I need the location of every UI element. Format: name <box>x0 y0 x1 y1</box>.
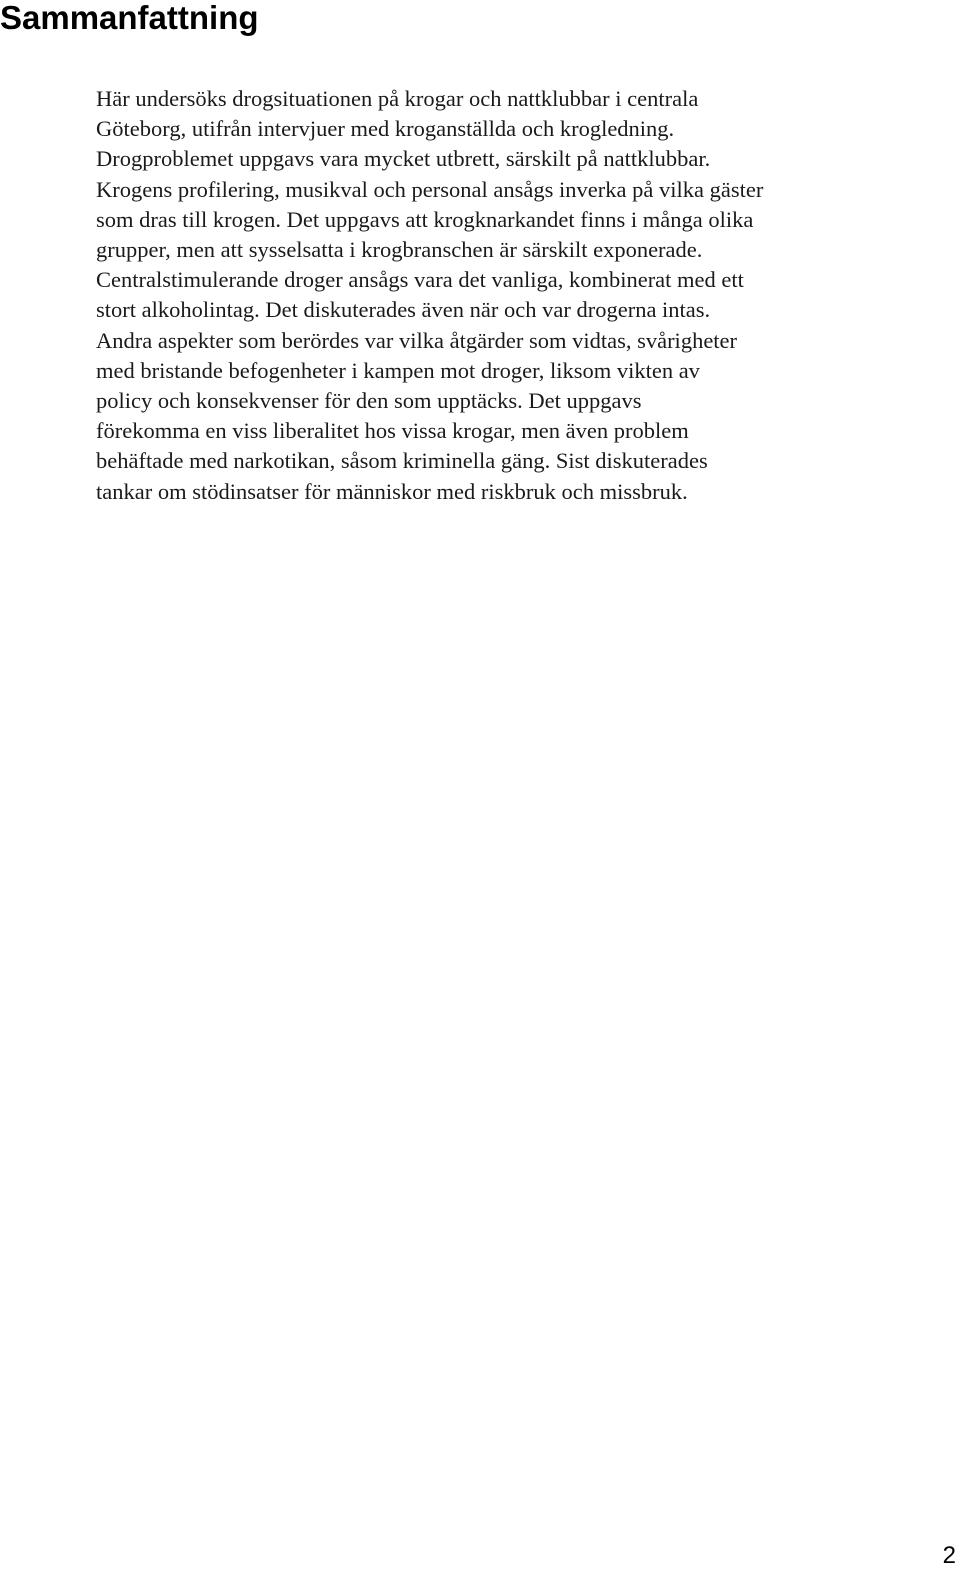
summary-line: Göteborg, utifrån intervjuer med kroganställda och krogledning. <box>96 116 675 142</box>
summary-line: med bristande befogenheter i kampen mot droger, liksom vikten av <box>96 357 700 383</box>
summary-line: tankar om stödinsatser för människor med riskbruk och missbruk. <box>96 478 688 504</box>
page-title: Sammanfattning <box>0 0 259 36</box>
summary-line: Krogens profilering, musikval och personal ansågs inverka på vilka gäster <box>96 176 764 202</box>
summary-line: Här undersöks drogsituationen på krogar och nattklubbar i centrala <box>96 86 699 111</box>
summary-line: Centralstimulerande droger ansågs vara det vanliga, kombinerat med ett <box>96 267 744 293</box>
summary-line: som dras till krogen. Det uppgavs att krogknarkandet finns i många olika <box>96 206 754 232</box>
summary-line: Andra aspekter som berördes var vilka åtgärder som vidtas, svårigheter <box>96 327 738 353</box>
summary-line: policy och konsekvenser för den som upptäcks. Det uppgavs <box>96 388 642 414</box>
summary-line: förekomma en viss liberalitet hos vissa krogar, men även problem <box>96 418 689 444</box>
summary-line: behäftade med narkotikan, såsom kriminella gäng. Sist diskuterades <box>96 448 708 474</box>
page-number: 2 <box>942 1542 956 1569</box>
summary-paragraph <box>96 84 856 507</box>
summary-line: stort alkoholintag. Det diskuterades även när och var drogerna intas. <box>96 297 711 323</box>
summary-line: grupper, men att sysselsatta i krogbranschen är särskilt exponerade. <box>96 237 703 263</box>
summary-line: Drogproblemet uppgavs vara mycket utbrett, särskilt på nattklubbar. <box>96 146 711 172</box>
